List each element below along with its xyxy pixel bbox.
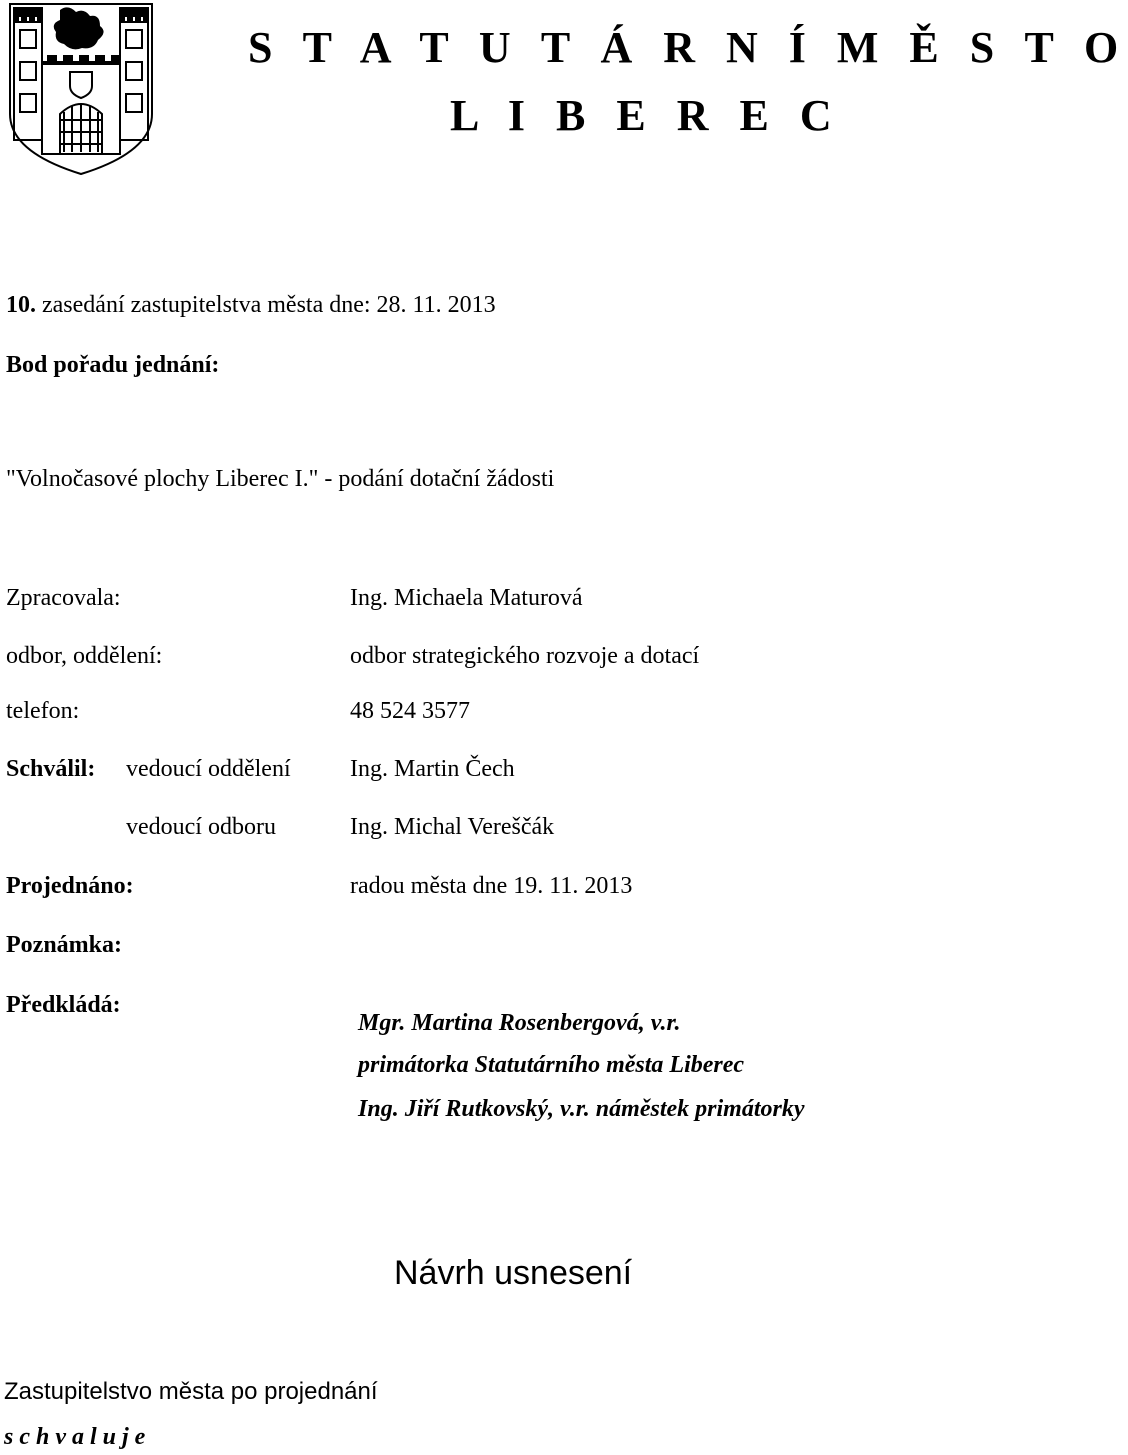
department-label: odbor, oddělení:: [6, 643, 163, 669]
discussed-value: radou města dne 19. 11. 2013: [350, 873, 633, 899]
submitter1-role: primátorka Statutárního města Liberec: [358, 1052, 745, 1078]
liberec-coat-of-arms-icon: [8, 2, 154, 176]
submitter1-name: Mgr. Martina Rosenbergová, v.r.: [358, 1010, 681, 1036]
submitter2-name: Ing. Jiří Rutkovský, v.r. náměstek primátorky: [358, 1096, 805, 1122]
note-label: Poznámka:: [6, 932, 122, 958]
phone-value: 48 524 3577: [350, 698, 470, 724]
resolution-line1: Zastupitelstvo města po projednání: [4, 1378, 378, 1405]
city-title-line2: L I B E R E C: [450, 91, 842, 140]
department-value: odbor strategického rozvoje a dotací: [350, 643, 700, 669]
agenda-subject: "Volnočasové plochy Liberec I." - podání dotační žádosti: [6, 466, 555, 492]
submitted-label: Předkládá:: [6, 992, 121, 1018]
meeting-line: [6, 292, 496, 319]
agenda-label: Bod pořadu jednání:: [6, 352, 220, 378]
prepared-value: Ing. Michaela Maturová: [350, 585, 583, 611]
meeting-text: zasedání zastupitelstva města dne: 28. 11. 2013: [42, 292, 496, 318]
approved-label: Schválil:: [6, 756, 96, 782]
approved-name1: Ing. Martin Čech: [350, 756, 515, 782]
approved-role1: vedoucí oddělení: [126, 756, 291, 782]
phone-label: telefon:: [6, 698, 80, 724]
prepared-label: Zpracovala:: [6, 585, 121, 611]
approved-role2: vedoucí odboru: [126, 814, 276, 840]
city-title-line1: S T A T U T Á R N Í M Ě S T O: [248, 23, 1128, 72]
approved-name2: Ing. Michal Vereščák: [350, 814, 555, 840]
resolution-heading: Návrh usnesení: [394, 1254, 633, 1292]
discussed-label: Projednáno:: [6, 873, 134, 899]
meeting-number: 10.: [6, 292, 36, 318]
resolution-line2: s c h v a l u j e: [4, 1424, 146, 1450]
